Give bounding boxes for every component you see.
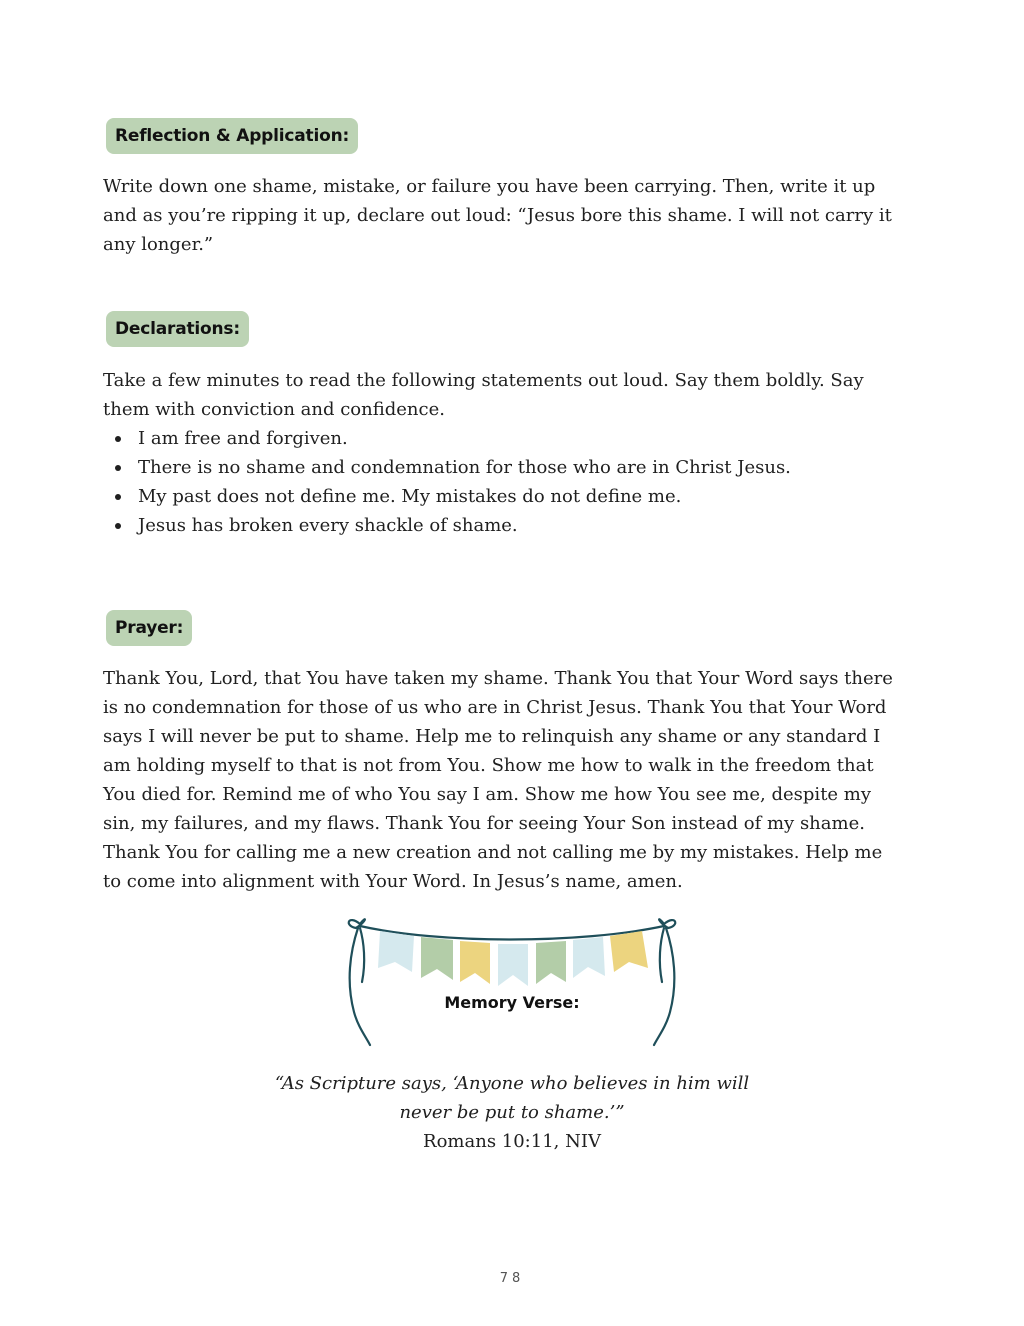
prayer-heading: Prayer:	[106, 610, 192, 646]
reflection-heading: Reflection & Application:	[106, 118, 358, 154]
bunting-banner-icon	[340, 912, 684, 1052]
memory-verse-heading: Memory Verse:	[444, 993, 580, 1012]
reflection-text: Write down one shame, mistake, or failure you have been carrying. Then, write it up and as you’re ripping it up, declare out loud: “Jesus bore this shame. I will not carry it any longer.”	[103, 176, 892, 255]
declarations-intro: Take a few minutes to read the following statements out loud. Say them boldly. Say them with conviction and confidence.	[103, 370, 864, 420]
list-item: Jesus has broken every shackle of shame.	[103, 511, 903, 540]
list-item: My past does not define me. My mistakes do not define me.	[103, 482, 903, 511]
memory-verse-reference: Romans 10:11, NIV	[423, 1131, 601, 1152]
declarations-list	[103, 424, 903, 540]
list-item: I am free and forgiven.	[103, 424, 903, 453]
bullet-icon	[115, 465, 121, 471]
page-number: 78	[499, 1271, 525, 1286]
memory-verse-text: “As Scripture says, ‘Anyone who believes in him will never be put to shame.’”	[274, 1073, 750, 1123]
bullet-icon	[115, 523, 121, 529]
list-item: There is no shame and condemnation for those who are in Christ Jesus.	[103, 453, 903, 482]
bullet-icon	[115, 436, 121, 442]
prayer-text: Thank You, Lord, that You have taken my shame. Thank You that Your Word says there is no condemnation for those of us who are in Christ Jesus. Thank You that Your Word says I will never be put to shame. Help me to relinquish any shame or any standard I am holding myself to that is not from You. Show me how to walk in the freedom that You died for. Remind me of who You say I am. Show me how You see me, despite my sin, my failures, and my flaws. Thank You for seeing Your Son instead of my shame. Thank You for calling me a new creation and not calling me by my mistakes. Help me to come into alignment with Your Word. In Jesus’s name, amen.	[103, 668, 893, 892]
bullet-icon	[115, 494, 121, 500]
declarations-heading: Declarations:	[106, 311, 249, 347]
